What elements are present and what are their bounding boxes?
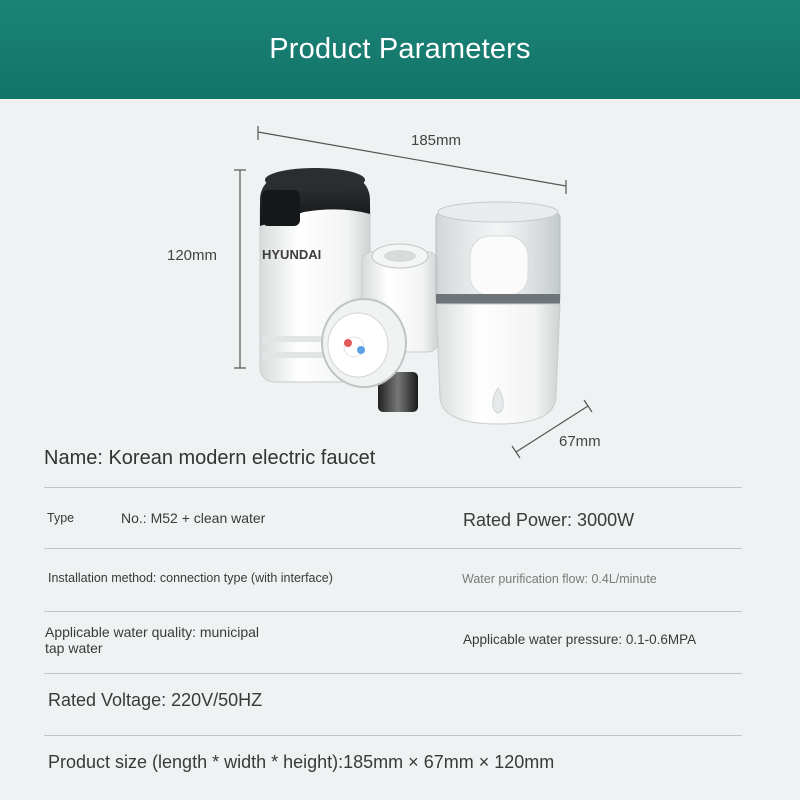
divider bbox=[44, 548, 742, 549]
height-dimension-label: 120mm bbox=[167, 247, 218, 264]
water-quality-line-2: tap water bbox=[45, 640, 103, 656]
rated-voltage: Rated Voltage: 220V/50HZ bbox=[48, 690, 263, 710]
divider bbox=[44, 487, 742, 488]
product-size: Product size (length * width * height):185mm × 67mm × 120mm bbox=[48, 752, 555, 772]
temperature-dial bbox=[322, 299, 406, 387]
faucet-product-illustration bbox=[0, 99, 800, 469]
installation-method: Installation method: connection type (with interface) bbox=[48, 571, 333, 585]
purification-flow: Water purification flow: 0.4L/minute bbox=[462, 572, 657, 586]
height-dimension-line bbox=[234, 170, 246, 368]
divider bbox=[44, 735, 742, 736]
product-image-area bbox=[0, 99, 800, 469]
type-label: Type bbox=[47, 511, 75, 525]
divider bbox=[44, 673, 742, 674]
rated-power: Rated Power: 3000W bbox=[463, 510, 635, 530]
brand-logo: HYUNDAI bbox=[262, 247, 322, 262]
product-name: Name: Korean modern electric faucet bbox=[44, 447, 376, 469]
model-number: No.: M52 + clean water bbox=[121, 510, 266, 526]
water-filter-unit bbox=[436, 202, 560, 424]
water-pressure: Applicable water pressure: 0.1-0.6MPA bbox=[463, 632, 697, 647]
width-dimension-label: 67mm bbox=[559, 433, 601, 450]
water-quality-line-1: Applicable water quality: municipal bbox=[45, 624, 259, 640]
page-title: Product Parameters bbox=[269, 33, 531, 65]
divider bbox=[44, 611, 742, 612]
header-banner bbox=[0, 0, 800, 99]
length-dimension-label: 185mm bbox=[411, 132, 462, 149]
